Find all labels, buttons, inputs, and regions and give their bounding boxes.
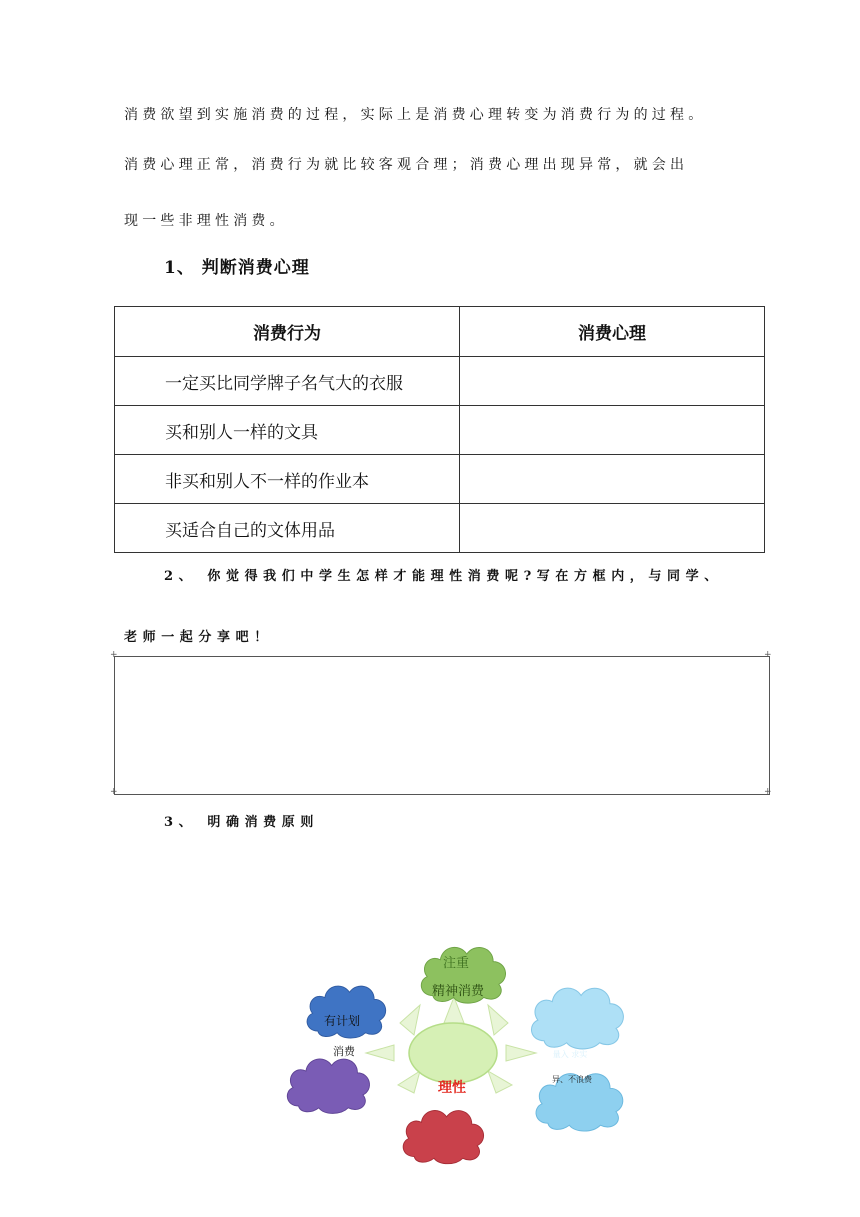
label-left-2: 消费 <box>333 1045 355 1058</box>
header-psychology: 消费心理 <box>460 307 765 357</box>
corner-mark-icon: + <box>764 787 772 797</box>
corner-mark-icon: + <box>110 787 118 797</box>
table-row <box>115 357 765 406</box>
section-3-heading: 3、 明确消费原则 <box>164 815 319 830</box>
psychology-cell[interactable] <box>460 504 765 553</box>
label-right-faint: 量入 求实 <box>552 1050 588 1059</box>
label-left-1: 有计划 <box>323 1014 361 1028</box>
label-top-1: 注重 <box>442 956 470 971</box>
table-row <box>115 455 765 504</box>
answer-box[interactable] <box>114 656 770 795</box>
paragraph-line-3: 现一些非理性消费。 <box>124 213 288 229</box>
consumption-principles-diagram <box>270 925 650 1175</box>
behavior-cell: 一定买比同学牌子名气大的衣服 <box>115 357 460 406</box>
behavior-cell: 买适合自己的文体用品 <box>115 504 460 553</box>
sky-cloud-upper <box>531 988 623 1049</box>
purple-cloud <box>287 1059 369 1113</box>
header-behavior: 消费行为 <box>115 307 460 357</box>
psychology-cell[interactable] <box>460 357 765 406</box>
behavior-cell: 非买和别人不一样的作业本 <box>115 455 460 504</box>
consumption-psychology-table <box>114 306 765 553</box>
psychology-cell[interactable] <box>460 455 765 504</box>
section-1-heading: 1、 判断消费心理 <box>164 258 310 278</box>
question-2-line-2: 老师一起分享吧！ <box>124 630 273 645</box>
table-row <box>115 406 765 455</box>
question-2-line-1: 2、 你觉得我们中学生怎样才能理性消费呢?写在方框内，与同学、 <box>164 569 723 584</box>
blue-cloud <box>307 986 386 1038</box>
label-top-2: 精神消费 <box>431 984 485 999</box>
behavior-cell: 买和别人一样的文具 <box>115 406 460 455</box>
label-right-lower: 异、不浪费 <box>552 1075 592 1084</box>
sun-center <box>409 1023 497 1083</box>
label-center: 理性 <box>438 1080 466 1096</box>
paragraph-line-2: 消费心理正常，消费行为就比较客观合理；消费心理出现异常，就会出 <box>124 157 689 173</box>
table-header-row <box>115 307 765 357</box>
corner-mark-icon: + <box>764 650 772 660</box>
paragraph-line-1: 消费欲望到实施消费的过程，实际上是消费心理转变为消费行为的过程。 <box>124 107 707 123</box>
table-row <box>115 504 765 553</box>
red-cloud <box>403 1111 483 1164</box>
corner-mark-icon: + <box>110 650 118 660</box>
psychology-cell[interactable] <box>460 406 765 455</box>
